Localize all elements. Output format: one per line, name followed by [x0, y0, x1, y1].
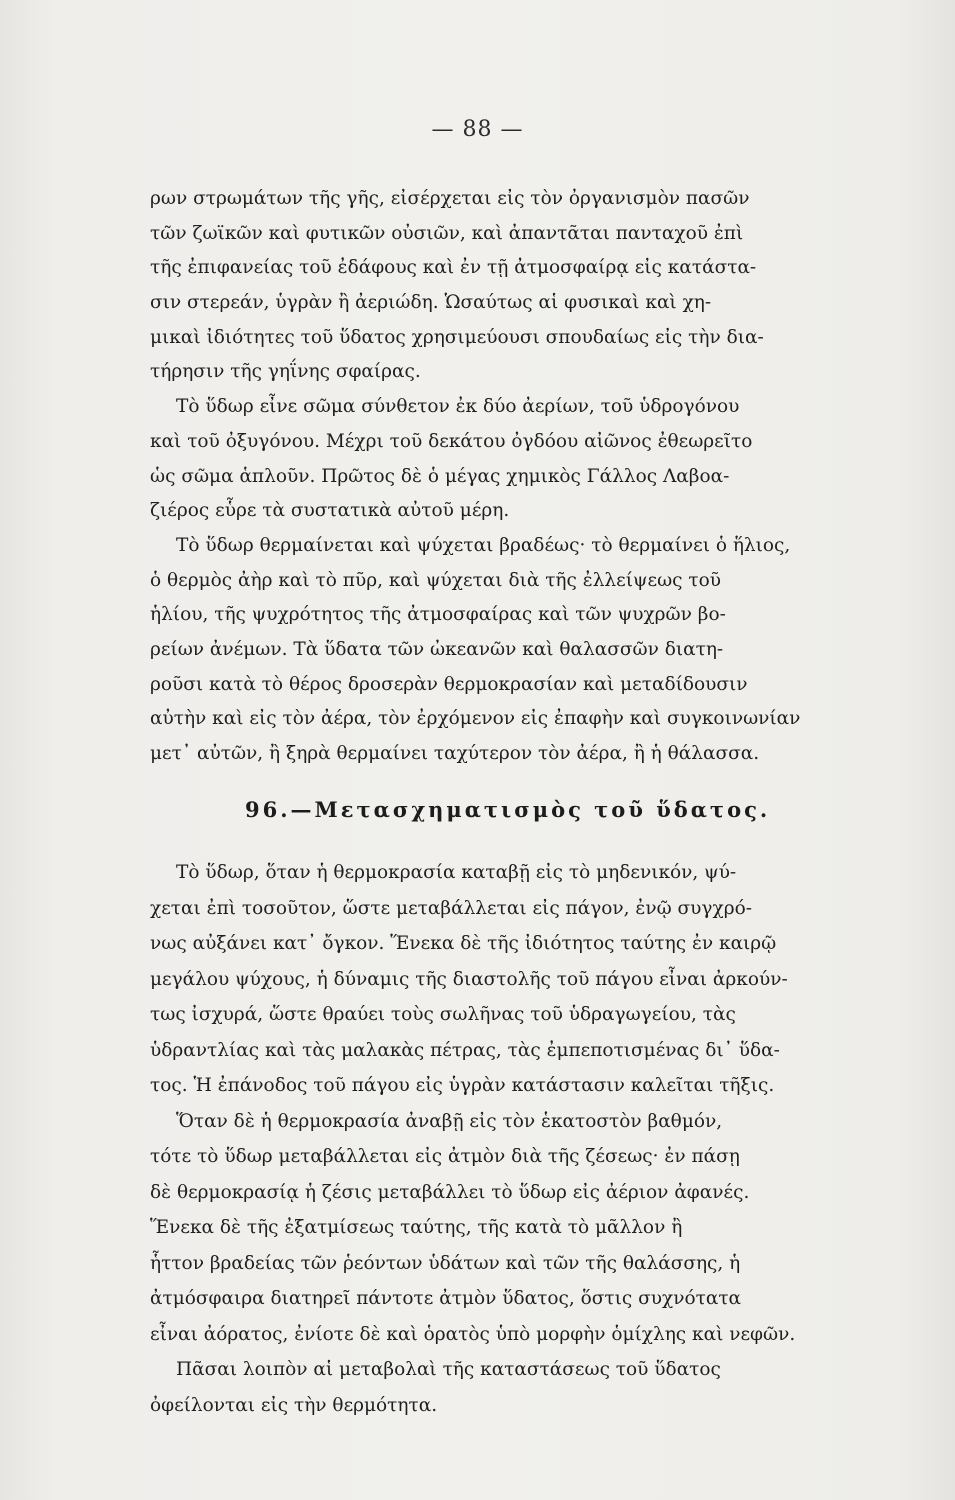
- page-number: — 88 —: [431, 117, 524, 142]
- paragraph: [150, 1352, 912, 1423]
- text-line: τως ἰσχυρά, ὥστε θραύει τοὺς σωλῆνας τοῦ ὑδραγωγείου, τὰς: [150, 1004, 736, 1025]
- text-line: ρων στρωμάτων τῆς γῆς, εἰσέρχεται εἰς τὸν ὀργανισμὸν πασῶν: [150, 188, 750, 209]
- text-line: τῶν ζωϊκῶν καὶ φυτικῶν οὐσιῶν, καὶ ἀπαντᾶται πανταχοῦ ἐπὶ: [150, 222, 744, 244]
- text-line: Τὸ ὕδωρ, ὅταν ἡ θερμοκρασία καταβῇ εἰς τὸ μηδενικόν, ψύ-: [176, 862, 737, 883]
- text-line: ροῦσι κατὰ τὸ θέρος δροσερὰν θερμοκρασίαν καὶ μεταδίδουσιν: [150, 673, 748, 695]
- text-line: ὁ θερμὸς ἀὴρ καὶ τὸ πῦρ, καὶ ψύχεται διὰ τῆς ἐλλείψεως τοῦ: [150, 569, 722, 591]
- text-line: Ὅταν δὲ ἡ θερμοκρασία ἀναβῇ εἰς τὸν ἑκατοστὸν βαθμόν,: [176, 1110, 723, 1132]
- text-line: ἀτμόσφαιρα διατηρεῖ πάντοτε ἀτμὸν ὕδατος, ὅστις συχνότατα: [150, 1288, 742, 1309]
- text-line: μικαὶ ἰδιότητες τοῦ ὕδατος χρησιμεύουσι σπουδαίως εἰς τὴν δια-: [150, 326, 764, 348]
- text-line: καὶ τοῦ ὀξυγόνου. Μέχρι τοῦ δεκάτου ὀγδόου αἰῶνος ἐθεωρεῖτο: [150, 430, 753, 452]
- paragraph: [150, 529, 912, 772]
- text-line: ὑδραντλίας καὶ τὰς μαλακὰς πέτρας, τὰς ἐμπεποτισμένας δι᾿ ὕδα-: [150, 1039, 780, 1061]
- paragraph: [150, 390, 912, 529]
- paragraph: [150, 182, 912, 390]
- paragraph: [150, 855, 912, 1104]
- text-line: δὲ θερμοκρασίᾳ ἡ ζέσις μεταβάλλει τὸ ὕδωρ εἰς ἀέριον ἀφανές.: [150, 1181, 750, 1203]
- text-block-bottom: [150, 855, 912, 1423]
- text-line: τος. Ἡ ἐπάνοδος τοῦ πάγου εἰς ὑγρὰν κατάστασιν καλεῖται τῆξις.: [150, 1075, 775, 1096]
- text-line: ὀφείλονται εἰς τὴν θερμότητα.: [150, 1394, 438, 1416]
- text-line: Τὸ ὕδωρ θερμαίνεται καὶ ψύχεται βραδέως· τὸ θερμαίνει ὁ ἥλιος,: [176, 534, 791, 556]
- text-line: σιν στερεάν, ὑγρὰν ἢ ἀεριώδη. Ὡσαύτως αἱ φυσικαὶ καὶ χη-: [150, 292, 712, 314]
- text-line: νως αὐξάνει κατ᾿ ὄγκον. Ἕνεκα δὲ τῆς ἰδιότητος ταύτης ἐν καιρῷ: [150, 933, 777, 954]
- text-block-top: [150, 182, 912, 772]
- text-line: ἧττον βραδείας τῶν ῥεόντων ὑδάτων καὶ τῶν τῆς θαλάσσης, ἡ: [150, 1252, 741, 1274]
- text-line: εἶναι ἀόρατος, ἐνίοτε δὲ καὶ ὁρατὸς ὑπὸ μορφὴν ὁμίχλης καὶ νεφῶν.: [150, 1323, 796, 1345]
- text-line: Πᾶσαι λοιπὸν αἱ μεταβολαὶ τῆς καταστάσεως τοῦ ὕδατος: [176, 1359, 721, 1380]
- text-line: ὡς σῶμα ἁπλοῦν. Πρῶτος δὲ ὁ μέγας χημικὸς Γάλλος Λαβοα-: [150, 465, 730, 487]
- text-line: αὐτὴν καὶ εἰς τὸν ἀέρα, τὸν ἐρχόμενον εἰς ἐπαφὴν καὶ συγκοινωνίαν: [150, 708, 801, 730]
- paragraph: [150, 1104, 912, 1353]
- text-line: τήρησιν τῆς γηΐνης σφαίρας.: [150, 361, 421, 383]
- text-line: ἡλίου, τῆς ψυχρότητος τῆς ἀτμοσφαίρας καὶ τῶν ψυχρῶν βο-: [150, 604, 726, 626]
- text-line: τῆς ἐπιφανείας τοῦ ἐδάφους καὶ ἐν τῇ ἀτμοσφαίρᾳ εἰς κατάστα-: [150, 257, 757, 279]
- text-line: ζιέρος εὗρε τὰ συστατικὰ αὐτοῦ μέρη.: [150, 500, 510, 522]
- section-heading: 96.—Μετασχηματισμὸς τοῦ ὕδατος.: [245, 797, 771, 822]
- text-line: τότε τὸ ὕδωρ μεταβάλλεται εἰς ἀτμὸν διὰ τῆς ζέσεως· ἐν πάσῃ: [150, 1146, 740, 1167]
- text-line: χεται ἐπὶ τοσοῦτον, ὥστε μεταβάλλεται εἰς πάγον, ἐνῷ συγχρό-: [150, 897, 752, 919]
- text-line: Ἕνεκα δὲ τῆς ἐξατμίσεως ταύτης, τῆς κατὰ τὸ μᾶλλον ἢ: [150, 1217, 683, 1238]
- text-line: ρείων ἀνέμων. Τὰ ὕδατα τῶν ὠκεανῶν καὶ θαλασσῶν διατη-: [150, 638, 724, 660]
- text-line: μεγάλου ψύχους, ἡ δύναμις τῆς διαστολῆς τοῦ πάγου εἶναι ἀρκούν-: [150, 968, 788, 990]
- text-line: Τὸ ὕδωρ εἶνε σῶμα σύνθετον ἐκ δύο ἀερίων, τοῦ ὑδρογόνου: [176, 396, 740, 418]
- text-line: μετ᾿ αὐτῶν, ἢ ξηρὰ θερμαίνει ταχύτερον τὸν ἀέρα, ἢ ἡ θάλασσα.: [150, 743, 760, 764]
